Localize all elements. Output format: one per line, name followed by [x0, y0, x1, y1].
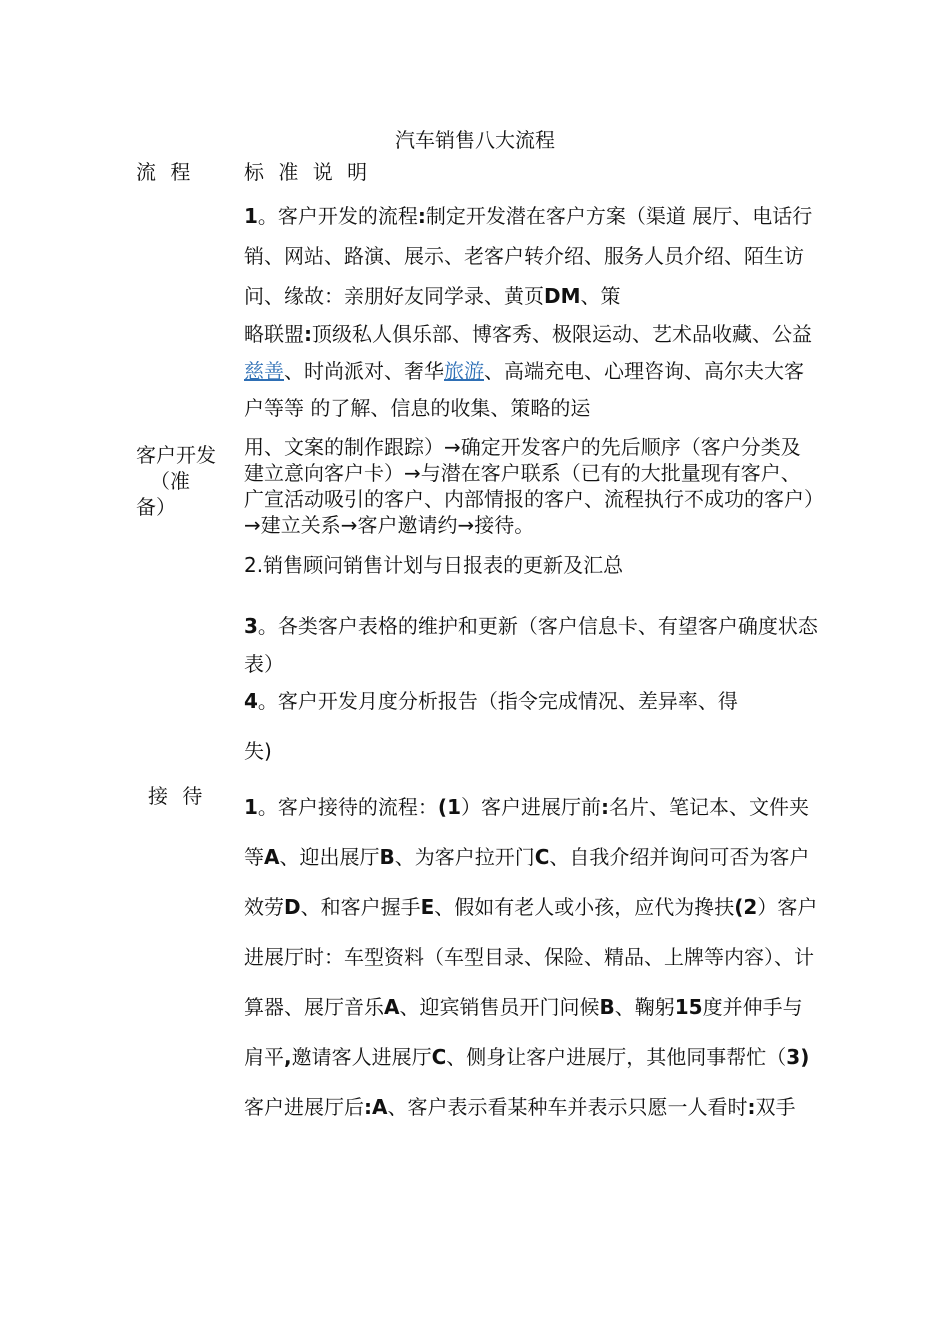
- text-run: 、迎出展厅: [279, 845, 380, 869]
- paragraph-reception-1: [244, 782, 819, 1132]
- text-run: :: [417, 204, 426, 228]
- label-line: 备）: [136, 495, 176, 519]
- text-run: B: [379, 845, 395, 869]
- section-label-customer-development: [136, 442, 216, 520]
- text-run: C: [431, 1045, 447, 1069]
- text-run: 顶级私人俱乐部、博客秀、极限运动、艺术品收藏、公益: [312, 322, 812, 346]
- paragraph-item-1-cont: [244, 316, 819, 427]
- text-run: :: [600, 795, 609, 819]
- text-run: 客户进展厅后: [244, 1095, 364, 1119]
- text-run: D: [284, 895, 301, 919]
- paragraph-item-3: [244, 607, 819, 683]
- text-run: :: [747, 1095, 756, 1119]
- text-run: 制定开发潜在客户方案（渠道 展厅、电话行销、网站、路演、展示、老客户转介绍、服务人员介绍、陌生访问、缘故：亲朋好友同学录、黄页: [244, 204, 813, 308]
- link-charity[interactable]: 慈善: [244, 359, 284, 383]
- text-run: 。客户接待的流程：: [257, 795, 438, 819]
- text-run: 名片、笔记本、文件夹等: [244, 795, 809, 869]
- text-run: 15: [674, 995, 703, 1019]
- text-run: :A: [364, 1095, 388, 1119]
- text-run: 、策: [580, 284, 621, 308]
- text-run: 。客户开发月度分析报告（指令完成情况、差异率、得: [257, 689, 738, 713]
- text-run: 、侧身让客户进展厅，其他同事帮忙（: [446, 1045, 787, 1069]
- text-run: B: [599, 995, 615, 1019]
- text-run: E: [420, 895, 435, 919]
- text-run: 。各类客户表格的维护和更新（客户信息卡、有望客户确度状态表）: [244, 614, 818, 676]
- paragraph-item-1-end: 用、文案的制作跟踪）→确定开发客户的先后顺序（客户分类及建立意向客户卡）→与潜在客户联系（已有的大批量现有客户、广宣活动吸引的客户、内部情报的客户、流程执行不成功的客户）→建立关系→客户邀请约→接待。: [244, 435, 814, 537]
- document-title: 汽车销售八大流程: [395, 128, 555, 152]
- text-run: (1: [437, 795, 461, 819]
- text-run: 双手: [755, 1095, 796, 1119]
- text-run: 略联盟: [244, 322, 304, 346]
- text-run: 3): [786, 1045, 810, 1069]
- text-run: 。客户开发的流程: [257, 204, 418, 228]
- label-line: 客户开发: [136, 443, 216, 467]
- item-number: 1: [244, 795, 258, 819]
- item-number: 4: [244, 689, 258, 713]
- text-run: 、鞠躬: [614, 995, 675, 1019]
- text-run: 、高端充电、心理咨询、高尔夫大客户等等 的了解、信息的收集、策略的运: [244, 359, 804, 420]
- text-run: A: [264, 845, 280, 869]
- text-run: 、时尚派对、奢华: [284, 359, 444, 383]
- text-run: 、自我介绍并询问可否为客户效劳: [244, 845, 810, 919]
- text-run: 邀请客人进展厅: [291, 1045, 432, 1069]
- link-travel[interactable]: 旅游: [444, 359, 484, 383]
- label-line: （准: [150, 469, 190, 493]
- paragraph-item-2: 2.销售顾问销售计划与日报表的更新及汇总: [244, 553, 624, 577]
- section-label-reception: 接 待: [148, 784, 207, 808]
- text-run: 、和客户握手: [300, 895, 421, 919]
- column-header-standard: 标 准 说 明: [244, 160, 372, 184]
- text-run: :: [304, 322, 312, 346]
- column-header-process: 流 程: [136, 160, 195, 184]
- text-run: 、假如有老人或小孩，应代为搀扶: [434, 895, 735, 919]
- text-run: ,: [284, 1045, 292, 1069]
- text-run: C: [534, 845, 550, 869]
- text-run: ）客户进展厅时：车型资料（车型目录、保险、精品、上牌等内容）、计算器、展厅音乐: [244, 895, 818, 1019]
- text-run: 、迎宾销售员开门问候: [399, 995, 600, 1019]
- text-run: 、客户表示看某种车并表示只愿一人看时: [387, 1095, 748, 1119]
- paragraph-item-1: [244, 196, 819, 316]
- item-number: 3: [244, 614, 258, 638]
- text-run: 度并伸手与肩平: [244, 995, 803, 1069]
- text-run: 、为客户拉开门: [394, 845, 535, 869]
- text-run: (2: [734, 895, 758, 919]
- item-number: 1: [244, 204, 258, 228]
- paragraph-item-4-end: 失): [244, 739, 272, 763]
- paragraph-item-4: [244, 688, 819, 714]
- text-run: A: [384, 995, 400, 1019]
- text-run: DM: [544, 284, 581, 308]
- text-run: ）客户进展厅前: [460, 795, 601, 819]
